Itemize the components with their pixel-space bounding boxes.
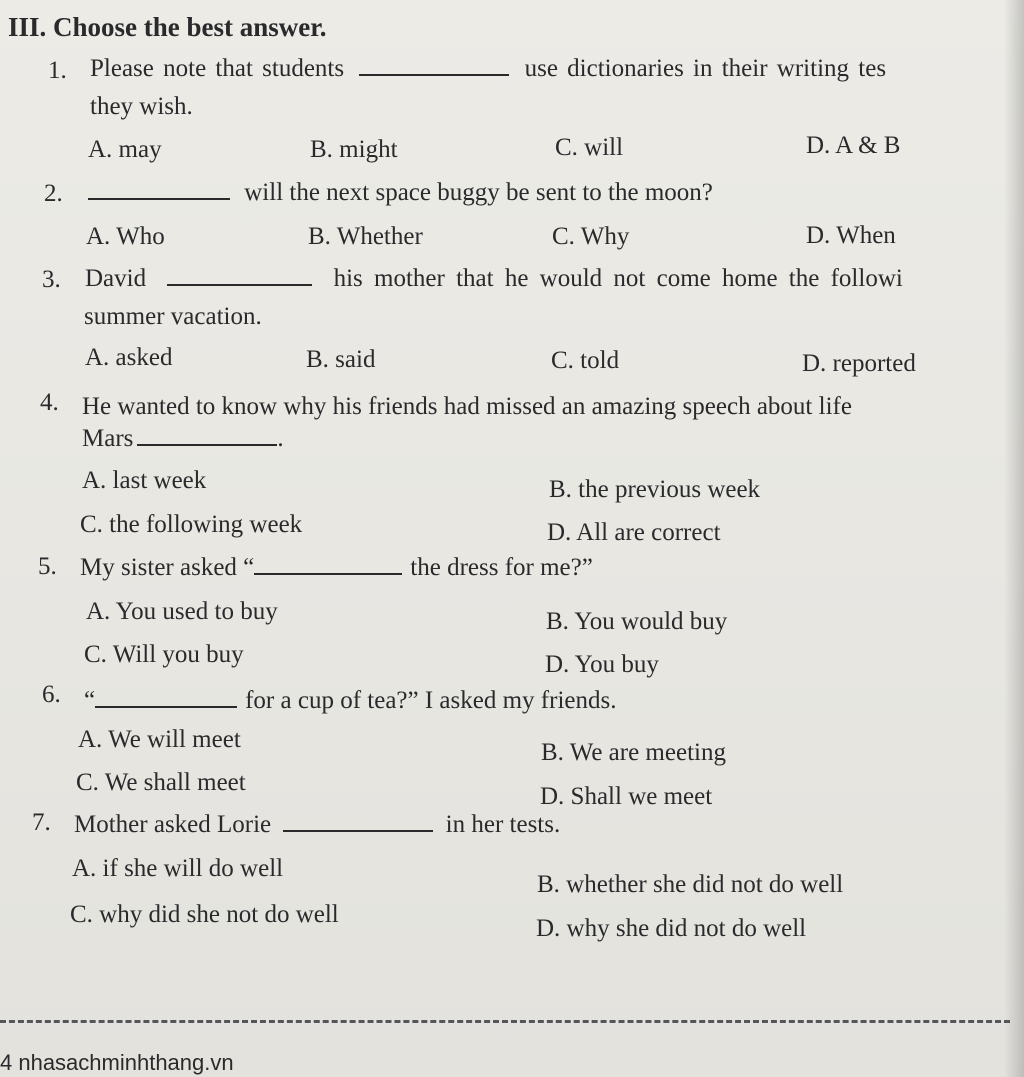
question-2-text-after: will the next space buggy be sent to the moon? [244, 179, 713, 206]
question-3-option-d[interactable]: D. reported [802, 350, 916, 377]
question-4-text-before: Mars [82, 425, 134, 452]
question-3-text-after: his mother that he would not come home the followi [333, 265, 903, 292]
question-5-text-before: My sister asked “ [80, 554, 255, 581]
question-6-option-b[interactable]: B. We are meeting [541, 739, 726, 766]
question-3-text-before: David [85, 265, 147, 292]
question-1-text [90, 54, 886, 84]
question-6-number: 6. [42, 681, 61, 708]
question-6-text-after: for a cup of tea?” I asked my friends. [245, 687, 617, 714]
question-4-option-c[interactable]: C. the following week [80, 511, 303, 538]
question-4-option-d[interactable]: D. All are correct [547, 519, 721, 546]
question-7-text [74, 810, 560, 840]
question-5-blank[interactable] [254, 553, 402, 575]
question-1-option-b[interactable]: B. might [310, 136, 398, 163]
question-1-text-after: use dictionaries in their writing tes [524, 55, 887, 82]
question-4-option-a[interactable]: A. last week [82, 467, 207, 494]
question-6-text [84, 686, 616, 716]
question-3-blank[interactable] [167, 264, 312, 286]
question-1-line2: they wish. [90, 93, 193, 120]
question-7-blank[interactable] [283, 810, 433, 832]
question-6-text-before: “ [84, 687, 96, 714]
question-5-option-d[interactable]: D. You buy [545, 651, 659, 678]
question-4-text: He wanted to know why his friends had missed an amazing speech about life [82, 393, 852, 420]
question-5-option-b[interactable]: B. You would buy [546, 608, 728, 635]
question-7-text-after: in her tests. [445, 811, 561, 838]
question-5-text-after: the dress for me?” [410, 554, 593, 581]
question-5-option-c[interactable]: C. Will you buy [84, 641, 244, 668]
question-4-number: 4. [40, 389, 59, 416]
question-4-line2 [82, 424, 284, 454]
question-1-option-a[interactable]: A. may [88, 136, 162, 163]
question-5-number: 5. [38, 553, 57, 580]
question-6-option-a[interactable]: A. We will meet [78, 726, 241, 753]
section-title: III. Choose the best answer. [8, 12, 327, 42]
question-5-option-a[interactable]: A. You used to buy [86, 598, 278, 625]
question-4-blank[interactable] [137, 424, 277, 446]
footer-page-number-publisher: 4 nhasachminhthang.vn [0, 1050, 234, 1075]
question-2-option-d[interactable]: D. When [806, 222, 896, 249]
question-7-number: 7. [32, 809, 51, 836]
question-6-option-d[interactable]: D. Shall we meet [540, 783, 713, 810]
question-2-option-a[interactable]: A. Who [86, 223, 165, 250]
question-3-option-c[interactable]: C. told [551, 347, 620, 374]
question-4-text-after: . [277, 425, 284, 452]
question-2-number: 2. [44, 180, 63, 207]
question-7-option-a[interactable]: A. if she will do well [72, 855, 284, 882]
question-7-option-b[interactable]: B. whether she did not do well [537, 871, 844, 898]
question-2-text [88, 178, 713, 208]
question-2-blank[interactable] [88, 178, 230, 200]
question-2-option-c[interactable]: C. Why [552, 223, 630, 250]
question-5-text [80, 553, 593, 583]
question-7-option-d[interactable]: D. why she did not do well [536, 915, 807, 942]
question-1-option-c[interactable]: C. will [555, 134, 624, 161]
question-1-number: 1. [48, 57, 67, 84]
question-1-text-before: Please note that students [90, 55, 345, 82]
question-1-option-d[interactable]: D. A & B [806, 132, 901, 159]
question-7-text-before: Mother asked Lorie [74, 811, 272, 838]
footer-dashed-rule [0, 1020, 1010, 1023]
question-1-blank[interactable] [359, 54, 509, 76]
question-3-text [85, 264, 903, 294]
question-6-blank[interactable] [95, 686, 237, 708]
question-7-option-c[interactable]: C. why did she not do well [70, 901, 339, 928]
question-3-line2: summer vacation. [84, 303, 262, 330]
question-3-option-b[interactable]: B. said [306, 346, 376, 373]
question-3-number: 3. [42, 266, 61, 293]
question-2-option-b[interactable]: B. Whether [308, 223, 423, 250]
page-edge-shadow [1004, 0, 1024, 1077]
question-3-option-a[interactable]: A. asked [85, 344, 173, 371]
question-6-option-c[interactable]: C. We shall meet [76, 769, 246, 796]
question-4-option-b[interactable]: B. the previous week [549, 476, 761, 503]
